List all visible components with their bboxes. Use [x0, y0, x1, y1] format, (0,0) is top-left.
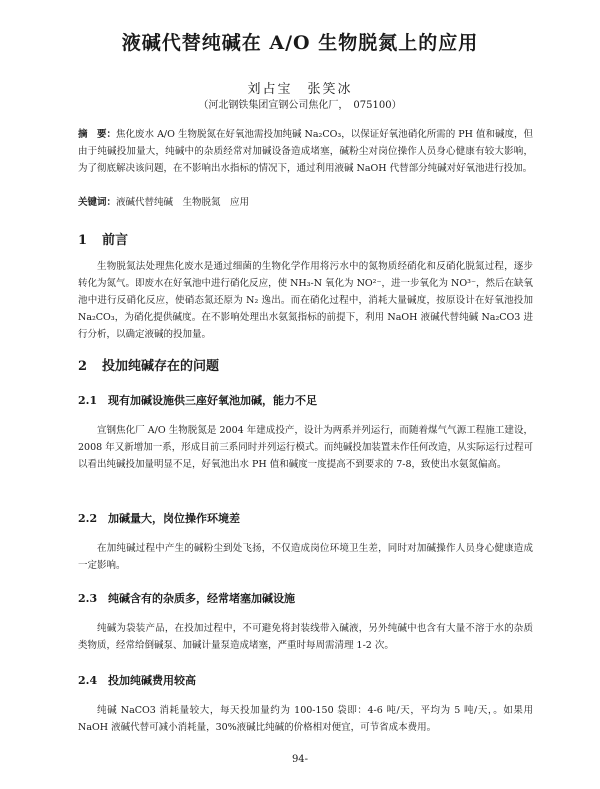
subsection-number: 2.2 [78, 512, 98, 525]
paragraph-2-3: 纯碱为袋装产品，在投加过程中，不可避免将封装线带入碱液，另外纯碱中也含有大量不溶于水的杂质类物质，经常给倒碱泵、加碱计量泵造成堵塞，严重时每周需清理 1-2 次。 [78, 623, 533, 651]
section-number: 2 [78, 359, 88, 374]
paper-title: 液碱代替纯碱在 A/O 生物脱氮上的应用 [121, 32, 479, 54]
paragraph-2-4: 纯碱 NaCO3 消耗量较大，每天投加量约为 100-150 袋即：4-6 吨/天，平均为 5 吨/天，。如果用 NaOH 液碱代替可减小消耗量，30%液碱比纯碱的价格相对便宜，可节省成本费用。 [78, 705, 533, 733]
abstract-block [78, 126, 533, 177]
author-affiliation: （河北钢铁集团宣钢公司焦化厂， 075100） [198, 100, 402, 111]
keywords-text: 液碱代替纯碱 生物脱氮 应用 [116, 197, 250, 208]
section-heading-1 [78, 229, 128, 248]
subsection-title: 加碱量大，岗位操作环境差 [108, 512, 240, 525]
page-number: 94- [291, 754, 309, 765]
subsection-heading-2-1 [78, 392, 317, 408]
paragraph-2-2: 在加纯碱过程中产生的碱粉尘到处飞扬，不仅造成岗位环境卫生差，同时对加碱操作人员身心健康造成一定影响。 [78, 543, 533, 571]
subsection-title: 现有加碱设施供三座好氧池加碱，能力不足 [108, 394, 317, 407]
subsection-heading-2-2 [78, 510, 240, 526]
keywords-label: 关键词： [78, 197, 117, 208]
section-number: 1 [78, 233, 88, 248]
subsection-heading-2-4 [78, 672, 196, 688]
subsection-number: 2.3 [78, 592, 98, 605]
abstract-label: 摘 要： [78, 129, 117, 140]
abstract-text: 焦化废水 A/O 生物脱氮在好氧池需投加纯碱 Na₂CO₃，以保证好氧池硝化所需的 PH 值和碱度，但由于纯碱投加量大，纯碱中的杂质经常对加碱设备造成堵塞，碱粉尘对岗位操作人员身心健康有较大影响，为了彻底解决该问题，在不影响出水指标的情况下，通过利用液碱 NaOH 代替部分纯碱对好氧池进行投加。 [78, 129, 533, 174]
subsection-heading-2-3 [78, 590, 295, 606]
keywords-block [78, 195, 533, 211]
section-title: 前言 [102, 233, 129, 248]
paragraph-2-1: 宣钢焦化厂 A/O 生物脱氮是 2004 年建成投产，设计为两系并列运行，而随着煤气气源工程施工建设，2008 年又新增加一系，形成目前三系同时并列运行模式。而纯碱投加装置未作任何改造，从实际运行过程可以看出纯碱投加量明显不足，好氧池出水 PH 值和碱度一度提高不到要求的 7-8，致使出水氨氮偏高。 [78, 425, 533, 470]
author-names: 刘占宝 张笑冰 [247, 82, 353, 97]
subsection-number: 2.1 [78, 394, 98, 407]
section-heading-2 [78, 355, 219, 374]
subsection-title: 纯碱含有的杂质多，经常堵塞加碱设施 [108, 592, 295, 605]
subsection-title: 投加纯碱费用较高 [108, 674, 196, 687]
subsection-number: 2.4 [78, 674, 98, 687]
section-title: 投加纯碱存在的问题 [102, 359, 220, 374]
paragraph-introduction: 生物脱氮法处理焦化废水是通过细菌的生物化学作用将污水中的氮物质经硝化和反硝化脱氮过程，逐步转化为氮气。即废水在好氧池中进行硝化反应，使 NH₃-N 氧化为 NO²⁻，进一步氧化为 NO³⁻，然后在缺氧池中进行反硝化反应，使硝态氮还原为 N₂ 逸出。而在硝化过程中，消耗大量碱度，按原设计在好氧池投加 Na₂CO₃，为硝化提供碱度。在不影响处理出水氨氮指标的前提下，利用 NaOH 液碱代替纯碱 Na₂CO3 进行分析，以确定液碱的投加量。 [78, 261, 533, 340]
